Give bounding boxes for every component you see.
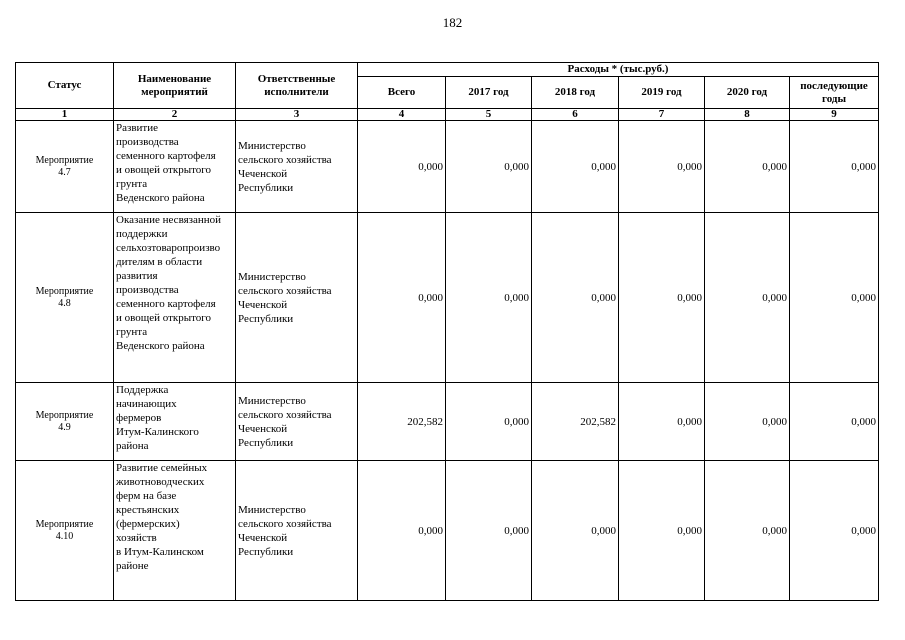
column-number: 8 <box>705 109 790 121</box>
column-number: 6 <box>532 109 619 121</box>
row-executor: Министерство сельского хозяйства Чеченской Республики <box>236 461 358 601</box>
value-2019: 0,000 <box>619 383 705 461</box>
table-row <box>16 461 879 601</box>
header-name: Наименование мероприятий <box>114 63 236 109</box>
value-total: 202,582 <box>358 383 446 461</box>
header-later-years: последующие годы <box>790 77 879 109</box>
row-name: Развитие производства семенного картофеля и овощей открытого грунта Веденского района <box>114 121 236 213</box>
value-2017: 0,000 <box>446 383 532 461</box>
value-later: 0,000 <box>790 383 879 461</box>
value-later: 0,000 <box>790 213 879 383</box>
value-2018: 0,000 <box>532 121 619 213</box>
page-number: 182 <box>442 15 463 30</box>
header-executors: Ответственные исполнители <box>236 63 358 109</box>
header-expenses: Расходы * (тыс.руб.) <box>358 63 879 77</box>
row-name: Оказание несвязанной поддержки сельхозтоваропроизво дителям в области развития производства семенного картофеля и овощей открытого грунта Веденского района <box>114 213 236 383</box>
column-number: 5 <box>446 109 532 121</box>
column-number: 1 <box>16 109 114 121</box>
column-numbers-row <box>16 109 879 121</box>
column-number: 4 <box>358 109 446 121</box>
value-2017: 0,000 <box>446 213 532 383</box>
row-status: Мероприятие 4.9 <box>16 383 114 461</box>
value-2018: 0,000 <box>532 213 619 383</box>
value-2019: 0,000 <box>619 461 705 601</box>
header-2017: 2017 год <box>446 77 532 109</box>
value-2020: 0,000 <box>705 213 790 383</box>
value-later: 0,000 <box>790 461 879 601</box>
value-2017: 0,000 <box>446 121 532 213</box>
row-executor: Министерство сельского хозяйства Чеченской Республики <box>236 213 358 383</box>
value-2018: 0,000 <box>532 461 619 601</box>
row-status: Мероприятие 4.10 <box>16 461 114 601</box>
header-2020: 2020 год <box>705 77 790 109</box>
row-status: Мероприятие 4.7 <box>16 121 114 213</box>
value-2020: 0,000 <box>705 121 790 213</box>
value-2018: 202,582 <box>532 383 619 461</box>
value-total: 0,000 <box>358 461 446 601</box>
header-2019: 2019 год <box>619 77 705 109</box>
header-status: Статус <box>16 63 114 109</box>
table-row <box>16 383 879 461</box>
row-executor: Министерство сельского хозяйства Чеченской Республики <box>236 121 358 213</box>
value-later: 0,000 <box>790 121 879 213</box>
row-executor: Министерство сельского хозяйства Чеченской Республики <box>236 383 358 461</box>
column-number: 9 <box>790 109 879 121</box>
column-number: 7 <box>619 109 705 121</box>
column-number: 2 <box>114 109 236 121</box>
table-row <box>16 213 879 383</box>
value-total: 0,000 <box>358 213 446 383</box>
value-2019: 0,000 <box>619 121 705 213</box>
value-2020: 0,000 <box>705 461 790 601</box>
column-number: 3 <box>236 109 358 121</box>
expenses-table <box>15 62 879 601</box>
value-total: 0,000 <box>358 121 446 213</box>
header-2018: 2018 год <box>532 77 619 109</box>
header-total: Всего <box>358 77 446 109</box>
value-2019: 0,000 <box>619 213 705 383</box>
row-name: Развитие семейных животноводческих ферм на базе крестьянских (фермерских) хозяйств в Итум-Калинском районе <box>114 461 236 601</box>
row-name: Поддержка начинающих фермеров Итум-Калинского района <box>114 383 236 461</box>
value-2020: 0,000 <box>705 383 790 461</box>
table-row <box>16 121 879 213</box>
row-status: Мероприятие 4.8 <box>16 213 114 383</box>
value-2017: 0,000 <box>446 461 532 601</box>
